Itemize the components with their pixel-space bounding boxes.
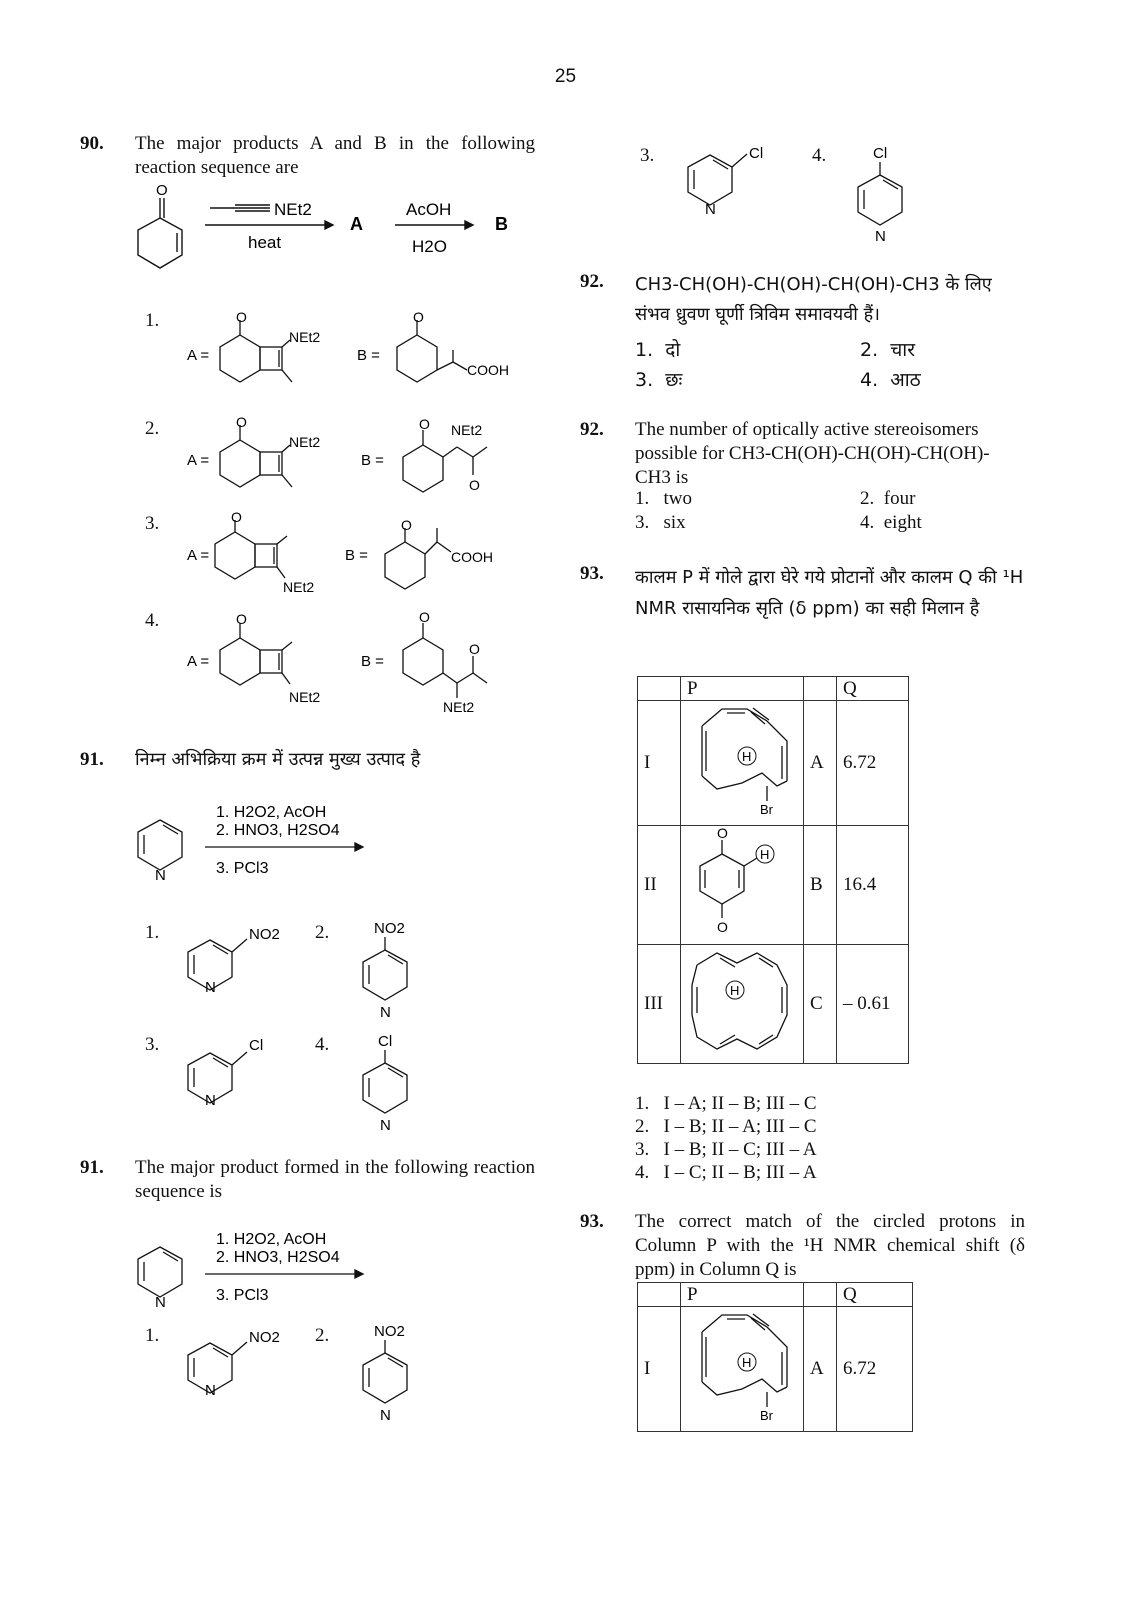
oxygen-label: O [236,310,247,325]
option-number: 1. [145,922,160,943]
answer-option [635,1116,817,1138]
svg-text:N: N [380,1004,391,1021]
question-number: 92. [580,419,604,440]
row-label: III [638,945,681,1064]
b-equals: B = [361,653,384,670]
option-number: 1. [145,310,160,331]
amine-label: NEt2 [289,329,321,345]
question-text: The major product formed in the following reaction sequence is [135,1157,535,1202]
option-number: 3. [635,1139,650,1160]
svg-text:N: N [380,1407,391,1424]
structure-cell [681,701,804,826]
svg-text:H: H [760,847,770,862]
amine-label: NEt2 [289,434,321,450]
svg-text:N: N [205,1382,216,1398]
annulene-structure [687,945,797,1057]
svg-text:N: N [155,867,166,884]
oxygen-label: O [469,477,480,493]
bromo-annulene-structure [687,701,797,819]
svg-text:Br: Br [760,802,773,817]
svg-text:O: O [717,919,728,935]
option-text: दो [665,339,681,361]
substituent: Cl [378,1033,393,1050]
column-q-header: Q [837,677,909,701]
question-number: 91. [80,1157,104,1178]
shift-value: 16.4 [837,826,909,945]
option-number: 2. [315,922,330,943]
answer-option [635,488,692,510]
svg-text:N: N [380,1117,391,1134]
pyridine-3-chloro [185,1028,295,1108]
substituent: NO2 [249,1329,280,1346]
option-text: आठ [890,369,921,391]
option-number: 4. [315,1034,330,1055]
option-label: A [804,701,837,826]
step-3: 3. PCl3 [216,1287,269,1304]
oxygen-label: O [231,510,242,525]
answer-option [860,512,922,534]
q90-option-2 [185,415,525,505]
question-text: The major products A and B in the following reaction sequence are [135,133,535,178]
q90-option-4 [185,608,525,718]
option-number: 2. [315,1325,330,1346]
substituent: Cl [873,145,888,162]
structure-cell [681,1307,804,1432]
option-number: 3. [145,1034,160,1055]
option-number: 2. [860,488,875,509]
option-number: 4. [860,369,879,391]
option-text: I – C; II – B; III – A [663,1162,817,1183]
substituent: NO2 [374,1323,405,1340]
pyridine-4-chloro [845,140,935,250]
svg-text:N: N [205,979,216,995]
substituent: NO2 [374,920,405,937]
svg-text:H: H [730,983,740,998]
pyridine-3-nitro [185,1318,295,1398]
row-label: II [638,826,681,945]
pyridine-4-chloro [350,1028,440,1138]
reagent2-label: AcOH [406,200,452,219]
nmr-match-table-english [637,1282,913,1432]
amine-label: NEt2 [451,422,483,438]
question-text: The number of optically active stereoisomers possible for CH3-CH(OH)-CH(OH)-CH(OH)-CH3 is [635,419,990,488]
step-2: 2. HNO3, H2SO4 [216,1249,340,1266]
shift-value: 6.72 [837,1307,913,1432]
option-number: 1. [635,488,650,509]
svg-text:H: H [742,1355,752,1370]
question-number: 91. [80,749,104,770]
question-text: The correct match of the circled protons in Column P with the ¹H NMR chemical shift (δ ppm) in Column Q is [635,1211,1025,1280]
svg-text:Br: Br [760,1408,773,1423]
substituent: NO2 [249,926,280,943]
question-number: 93. [580,1211,604,1232]
option-text: two [663,488,692,509]
pyridine-4-nitro [350,1318,440,1428]
pyridine-3-nitro [185,915,295,995]
option-text: eight [883,512,922,533]
column-q-header: Q [837,1283,913,1307]
svg-text:N: N [155,1294,166,1311]
option-text: I – B; II – A; III – C [663,1116,817,1137]
option-number: 1. [145,1325,160,1346]
question-text: CH3-CH(OH)-CH(OH)-CH(OH)-CH3 के लिए संभव ध्रुवण घूर्णी त्रिविम समावयवी हैं। [635,274,992,325]
page-number: 25 [554,66,577,87]
option-number: 2. [145,418,160,439]
q90-option-1 [185,310,525,400]
answer-option [635,336,680,362]
product-a-label: A [350,214,363,234]
substituent: Cl [249,1037,264,1054]
question-number: 90. [80,133,104,154]
oxygen-label: O [419,416,430,432]
a-equals: A = [187,547,210,564]
row-label: I [638,1307,681,1432]
option-number: 3. [640,145,655,166]
option-label: C [804,945,837,1064]
question-text: निम्न अभिक्रिया क्रम में उत्पन्न मुख्य उत्पाद है [135,749,421,770]
answer-option [635,1162,817,1184]
answer-option [635,366,682,392]
column-p-header: P [681,1283,804,1307]
question-number: 93. [580,563,604,584]
answer-option [635,512,686,534]
option-text: I – A; II – B; III – C [663,1093,817,1114]
svg-text:N: N [875,228,886,245]
question-text: कालम P में गोले द्वारा घेरे गये प्रोटानों और कालम Q की ¹H NMR रासायनिक सृति (δ ppm) का सही मिलान है [635,567,1024,619]
step-1: 1. H2O2, AcOH [216,804,327,821]
reagent-label: NEt2 [274,200,312,219]
option-number: 1. [635,1093,650,1114]
column-p-header: P [681,677,804,701]
a-equals: A = [187,452,210,469]
amine-label: NEt2 [289,689,321,705]
shift-value: – 0.61 [837,945,909,1064]
svg-text:H: H [742,749,752,764]
option-number: 3. [635,369,654,391]
option-number: 2. [635,1116,650,1137]
oxygen-label: O [236,611,247,627]
option-number: 4. [812,145,827,166]
option-text: I – B; II – C; III – A [663,1139,817,1160]
option-number: 2. [860,339,879,361]
svg-text:N: N [205,1092,216,1108]
option-number: 4. [860,512,875,533]
b-equals: B = [361,452,384,469]
option-number: 3. [145,513,160,534]
svg-text:N: N [705,201,716,218]
substituent: Cl [749,145,764,162]
option-label: B [804,826,837,945]
structure-cell [681,826,804,945]
a-equals: A = [187,653,210,670]
condition-label: heat [248,233,282,252]
option-text: six [663,512,686,533]
benzoquinone-structure [687,826,797,938]
q90-option-3 [185,510,525,600]
q91-hindi-reaction [130,795,390,890]
solvent-label: H2O [412,237,447,256]
nmr-match-table [637,676,909,1064]
bromo-annulene-structure [687,1307,797,1425]
step-2: 2. HNO3, H2SO4 [216,822,340,839]
option-label: A [804,1307,837,1432]
b-equals: B = [357,347,380,364]
row-label: I [638,701,681,826]
step-3: 3. PCl3 [216,860,269,877]
answer-option [635,1093,817,1115]
pyridine-3-chloro [685,140,795,220]
oxygen-label: O [156,182,168,199]
answer-option [860,366,921,392]
oxygen-label: O [413,310,424,325]
option-number: 4. [635,1162,650,1183]
oxygen-label: O [419,609,430,625]
option-number: 4. [145,610,160,631]
amine-label: NEt2 [443,699,475,715]
oxygen-label: O [236,415,247,430]
answer-option [860,336,915,362]
oxygen-label: O [401,517,412,533]
q91-english-reaction [130,1222,390,1317]
option-text: चार [890,339,915,361]
amine-label: NEt2 [283,579,315,595]
option-number: 3. [635,512,650,533]
acid-label: COOH [467,362,509,378]
a-equals: A = [187,347,210,364]
answer-option [860,488,915,510]
answer-option [635,1139,817,1161]
shift-value: 6.72 [837,701,909,826]
pyridine-4-nitro [350,915,440,1025]
b-equals: B = [345,547,368,564]
oxygen-label: O [469,641,480,657]
product-b-label: B [495,214,508,234]
step-1: 1. H2O2, AcOH [216,1231,327,1248]
q90-reaction-scheme [130,180,530,270]
question-number: 92. [580,271,604,292]
option-text: छः [665,369,683,391]
structure-cell [681,945,804,1064]
option-text: four [883,488,916,509]
option-number: 1. [635,339,654,361]
svg-text:O: O [717,826,728,841]
acid-label: COOH [451,549,493,565]
